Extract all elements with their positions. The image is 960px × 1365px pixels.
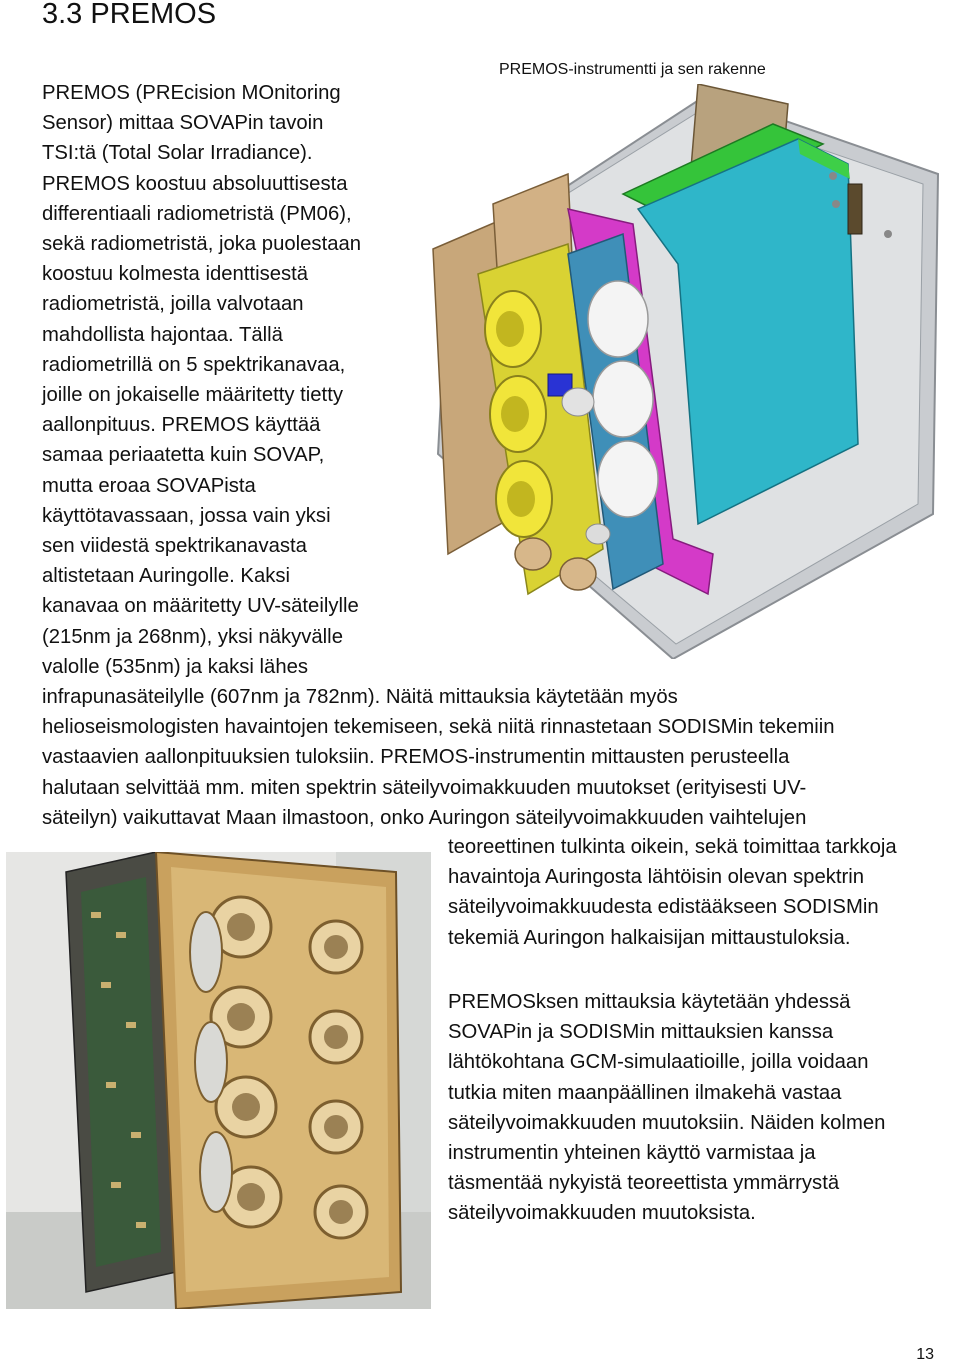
text-line: joille on jokaiselle määritetty tietty (42, 384, 343, 407)
text-line: radiometristä, joilla valvotaan (42, 293, 304, 316)
text-line: säteilyn) vaikuttavat Maan ilmastoon, onko Auringon säteilyvoimakkuuden vaihtelujen (42, 806, 807, 829)
figure-caption: PREMOS-instrumentti ja sen rakenne (499, 61, 766, 78)
text-line: valolle (535nm) ja kaksi lähes (42, 655, 309, 678)
paragraph-2 (448, 987, 948, 1229)
text-line: TSI:tä (Total Solar Irradiance). (42, 142, 313, 165)
text-line: sen viidestä spektrikanavasta (42, 535, 307, 558)
text-line: säteilyvoimakkuuden muutoksiin. Näiden kolmen (448, 1111, 886, 1134)
text-line: (215nm ja 268nm), yksi näkyvälle (42, 625, 343, 648)
text-line: käyttötavassaan, jossa vain yksi (42, 504, 331, 527)
text-line: vastaavien aallonpituuksien tuloksiin. PREMOS-instrumentin mittausten perusteella (42, 746, 790, 769)
text-line: tekemiä Auringon halkaisijan mittaustuloksia. (448, 926, 851, 949)
text-line: halutaan selvittää mm. miten spektrin säteilyvoimakkuuden muutokset (erityisesti UV- (42, 776, 807, 799)
text-line: aallonpituus. PREMOS käyttää (42, 414, 321, 437)
premos-cad-diagram (418, 84, 954, 659)
text-line: mutta eroaa SOVAPista (42, 474, 256, 497)
page-number: 13 (916, 1346, 934, 1363)
text-line: säteilyvoimakkuudesta edistääkseen SODISMin (448, 896, 879, 919)
paragraph-1-right (448, 832, 948, 953)
yellow-cylinders (485, 291, 552, 537)
text-line: PREMOS (PREcision MOnitoring (42, 82, 341, 104)
text-line: SOVAPin ja SODISMin mittauksien kanssa (448, 1021, 834, 1044)
text-line: helioseismologisten havaintojen tekemiseen, sekä niitä rinnastetaan SODISMin tekemiin (42, 716, 835, 739)
paragraph-1-full-width (42, 682, 947, 833)
text-line: havaintoja Auringosta lähtöisin olevan spektrin (448, 866, 865, 889)
text-line: samaa periaatetta kuin SOVAP, (42, 444, 325, 467)
section-heading: 3.3 PREMOS (42, 0, 217, 30)
text-line: täsmentää nykyistä teoreettista ymmärrystä (448, 1172, 840, 1195)
text-line: PREMOSksen mittauksia käytetään yhdessä (448, 991, 851, 1013)
text-line: instrumentin yhteinen käyttö varmistaa ja (448, 1142, 816, 1165)
text-line: differentiaali radiometristä (PM06), (42, 202, 352, 225)
text-line: PREMOS koostuu absoluuttisesta (42, 172, 348, 195)
paragraph-1-left (42, 78, 402, 682)
text-line: tutkia miten maanpäällinen ilmakehä vastaa (448, 1081, 842, 1104)
text-line: lähtökohtana GCM-simulaatioille, joilla voidaan (448, 1051, 869, 1074)
premos-hardware-photo (6, 852, 431, 1309)
text-line: koostuu kolmesta identtisestä (42, 263, 309, 286)
text-line: säteilyvoimakkuuden muutoksista. (448, 1202, 756, 1225)
text-line: altistetaan Auringolle. Kaksi (42, 565, 291, 588)
text-line: Sensor) mittaa SOVAPin tavoin (42, 112, 324, 135)
text-line: sekä radiometristä, joka puolestaan (42, 233, 362, 256)
text-line: mahdollista hajontaa. Tällä (42, 323, 283, 346)
text-line: radiometrillä on 5 spektrikanavaa, (42, 353, 346, 376)
text-line: infrapunasäteilylle (607nm ja 782nm). Näitä mittauksia käytetään myös (42, 686, 678, 708)
text-line: kanavaa on määritetty UV-säteilylle (42, 595, 359, 618)
text-line: teoreettinen tulkinta oikein, sekä toimittaa tarkkoja (448, 836, 897, 858)
